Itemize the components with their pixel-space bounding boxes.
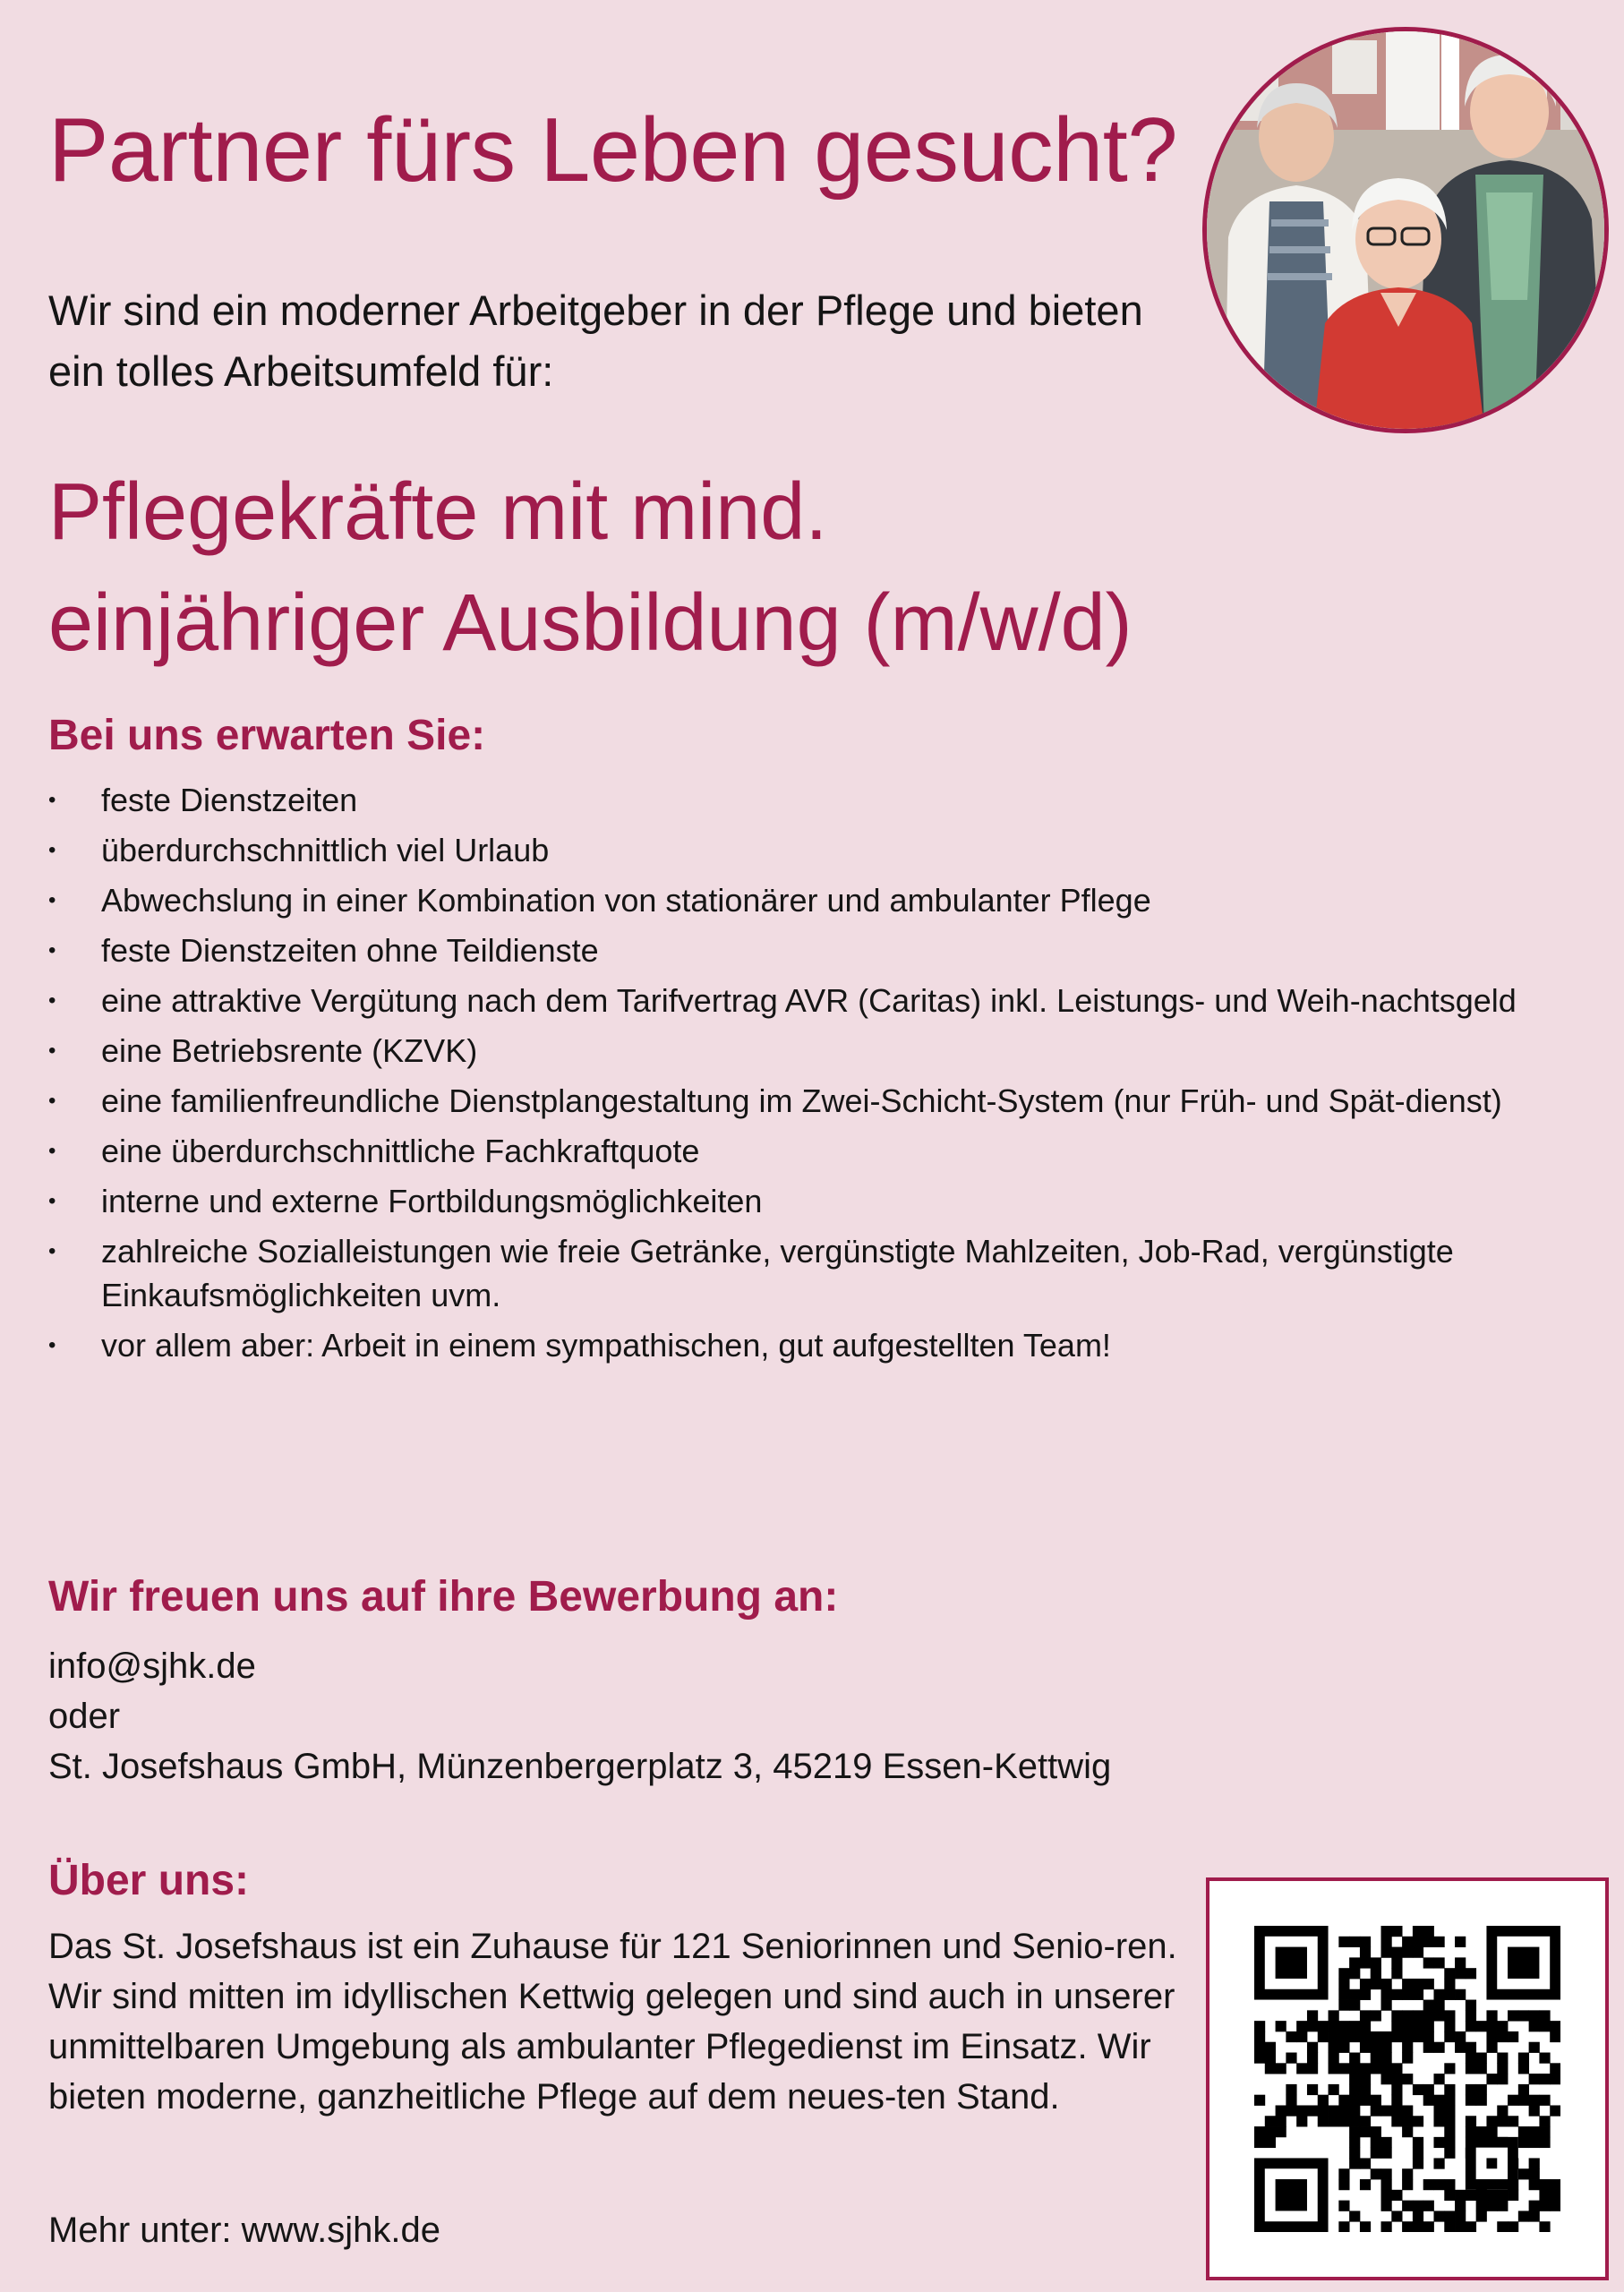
list-item-text: eine familienfreundliche Dienstplangestaltung im Zwei-Schicht-System (nur Früh- und Spät-dienst) [101,1082,1502,1119]
bullet-icon: • [48,888,56,912]
list-item [48,1130,1526,1174]
list-item-text: eine attraktive Vergütung nach dem Tarifvertrag AVR (Caritas) inkl. Leistungs- und Weih-nachtsgeld [101,982,1517,1019]
bullet-icon: • [48,1039,56,1063]
contact-address: St. Josefshaus GmbH, Münzenbergerplatz 3, 45219 Essen-Kettwig [48,1747,1112,1786]
list-item [48,1030,1526,1073]
bullet-icon: • [48,1239,56,1263]
list-item-text: eine Betriebsrente (KZVK) [101,1032,478,1069]
job-title-line-1: Pflegekräfte mit mind. [48,467,828,557]
list-item [48,1080,1526,1124]
bullet-icon: • [48,1189,56,1213]
seniors-photo-illustration [1207,31,1604,429]
bullet-icon: • [48,788,56,812]
bullet-icon: • [48,988,56,1013]
page-headline: Partner fürs Leben gesucht? [48,100,1178,201]
list-item-text: feste Dienstzeiten [101,782,358,818]
apply-heading: Wir freuen uns auf ihre Bewerbung an: [48,1573,839,1621]
contact-email[interactable]: info@sjhk.de [48,1646,256,1686]
contact-or: oder [48,1697,121,1736]
benefits-list [48,779,1526,1374]
qr-code[interactable] [1206,1877,1609,2280]
list-item-text: Abwechslung in einer Kombination von stationärer und ambulanter Pflege [101,882,1151,919]
list-item [48,879,1526,923]
seniors-photo [1202,27,1609,433]
list-item-text: eine überdurchschnittliche Fachkraftquote [101,1133,700,1169]
list-item [48,1324,1526,1368]
about-heading: Über uns: [48,1857,250,1904]
job-title-line-2: einjähriger Ausbildung (m/w/d) [48,578,1133,668]
qr-code-icon [1254,1926,1560,2232]
list-item [48,1230,1526,1317]
list-item [48,979,1526,1023]
bullet-icon: • [48,1089,56,1113]
list-item [48,779,1526,823]
bullet-icon: • [48,838,56,862]
contact-block [48,1641,1111,1792]
list-item-text: überdurchschnittlich viel Urlaub [101,832,550,868]
list-item-text: zahlreiche Sozialleistungen wie freie Getränke, vergünstigte Mahlzeiten, Job-Rad, vergünstigte Einkaufsmöglichkeiten uvm. [101,1233,1454,1313]
website-link[interactable]: Mehr unter: www.sjhk.de [48,2211,440,2250]
list-item [48,929,1526,973]
list-item [48,829,1526,873]
list-item-text: feste Dienstzeiten ohne Teildienste [101,932,599,969]
bullet-icon: • [48,938,56,962]
job-title [48,457,1133,679]
bullet-icon: • [48,1139,56,1163]
list-item-text: vor allem aber: Arbeit in einem sympathischen, gut aufgestellten Team! [101,1326,1111,1364]
intro-text: Wir sind ein moderner Arbeitgeber in der Pflege und bieten ein tolles Arbeitsumfeld für: [48,286,1143,395]
list-item [48,1180,1526,1224]
benefits-heading: Bei uns erwarten Sie: [48,712,486,759]
about-text: Das St. Josefshaus ist ein Zuhause für 121 Seniorinnen und Senio-ren. Wir sind mitten im idyllischen Kettwig gelegen und sind auch in unserer unmittelbaren Umgebung als ambulanter Pflegedienst im Einsatz. Wir bieten moderne, ganzheitliche Pflege auf dem neues-ten Stand. [48,1927,1177,2117]
list-item-text: interne und externe Fortbildungsmöglichkeiten [101,1183,763,1219]
bullet-icon: • [48,1332,56,1357]
